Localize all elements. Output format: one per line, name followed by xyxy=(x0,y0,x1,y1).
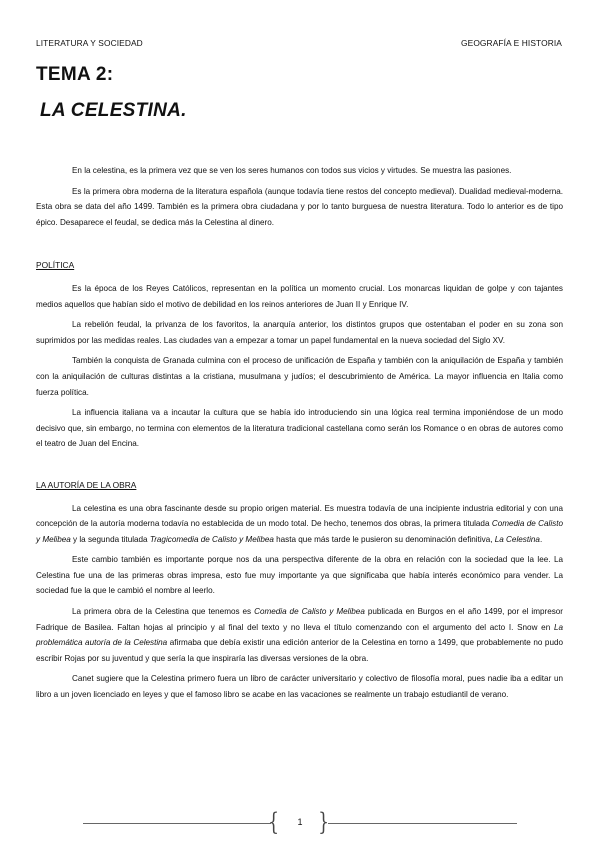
autoria-paragraph-4: Canet sugiere que la Celestina primero fuera un libro de carácter universitario y colectivo de filosofía moral, pues nadie iba a editar un libro a un joven licenciado en leyes y que el famoso libro se acabe en las vacaciones se realmente un trabajo estudiantil de verano. xyxy=(36,674,563,700)
topic-number: TEMA 2: xyxy=(36,64,114,85)
topic-title: LA CELESTINA. xyxy=(40,100,187,121)
work-title: La problemática autoría de la Celestina xyxy=(36,622,563,648)
work-title: Comedia de Calisto y Melibea xyxy=(36,519,563,544)
work-title: La Celestina xyxy=(494,534,540,544)
autoria-paragraph-1 xyxy=(36,501,563,548)
work-title: Comedia de Calisto y Melibea xyxy=(254,607,365,617)
text-run: publicada en Burgos en el año 1499, por el impresor Fadrique de Basilea. Faltan hojas al principio y al final del texto y no lleva el título comenzando con el argumento del acto I. Snow en xyxy=(36,607,564,632)
politica-paragraph-4: La influencia italiana va a incautar la cultura que se había ido introduciendo sin una lógica real termina imponiéndose de un modo decisivo que, sin embargo, no termina con elementos de la literatura tradicional castellana como serán los Romance o en obras de autores como el teatro de Juan del Encina. xyxy=(36,408,563,449)
intro-paragraph-1: En la celestina, es la primera vez que se ven los seres humanos con todos sus vicios y virtudes. Se muestra las pasiones. xyxy=(72,166,512,175)
work-title: Tragicomedia de Calisto y Melibea xyxy=(149,534,274,544)
text-run: . xyxy=(539,534,543,544)
text-run: afirmaba que debía existir una edición anterior de la Celestina en torno a 1499, que probablemente no pudo escribir Rojas por su juventud y que sería la que inspiraría las diversas versiones de la obra. xyxy=(36,638,564,663)
page-number: 1 xyxy=(297,817,303,827)
text-run: La primera obra de la Celestina que tenemos es xyxy=(72,607,255,617)
autoria-paragraph-2: Este cambio también es importante porque nos da una perspectiva diferente de la obra en relación con la sociedad que la lee. La Celestina fue una de las primeras obras impresa, esto fue muy importante ya que significaba que había interés económico para vender. La sociedad fue la que le cambió el nombre al leerlo. xyxy=(36,555,563,596)
footer-rule-right xyxy=(328,823,517,824)
text-run: hasta que más tarde le pusieron su denominación definitiva, xyxy=(273,534,495,544)
section-heading-politica: POLÍTICA xyxy=(36,260,75,271)
header-course: GEOGRAFÍA E HISTORIA xyxy=(461,38,562,48)
politica-paragraph-2: La rebelión feudal, la privanza de los favoritos, la anarquía anterior, los distintos grupos que ostentaban el poder en su zona son suprimidos por las medidas reales. Las ciudades van a empezar a tomar un papel fundamental en la nueva sociedad del Siglo XV. xyxy=(36,320,563,345)
intro-paragraph-2: Es la primera obra moderna de la literatura española (aunque todavía tiene restos del concepto medieval). Dualidad medieval-moderna. Esta obra se data del año 1499. También es la primera obra ciudadana y por lo tanto burguesa de nuestra literatura. Todo lo anterior es de tipo épico. Desaparece el feudal, se dedica más la Celestina al dinero. xyxy=(36,186,563,227)
section-heading-autoria: LA AUTORÍA DE LA OBRA xyxy=(36,479,137,490)
politica-paragraph-1: Es la época de los Reyes Católicos, representan en la política un momento crucial. Los monarcas liquidan de golpe y con tajantes medios aquellos que habían sido el motivo de debilidad en los reinos anteriores de Juan II y Enrique IV. xyxy=(36,283,563,309)
text-run: y la segunda titulada xyxy=(70,534,150,544)
autoria-paragraph-3 xyxy=(36,604,563,666)
right-brace-icon: } xyxy=(318,808,329,836)
text-run: La celestina es una obra fascinante desde su propio origen material. Es muestra todavía de una incipiente industria editorial y con una concepción de la autoría moderna todavía no establecida de un modo total. De hecho, tenemos dos obras, la primera titulada xyxy=(36,503,563,529)
politica-paragraph-3: También la conquista de Granada culmina con el proceso de unificación de España y también con la aniquilación de España y también con la aniquilación de culturas distintas a la cristiana, musulmana y judíos; el descubrimiento de América. La mayor influencia en Italia como fuerza política. xyxy=(36,356,563,397)
footer-rule-left xyxy=(83,823,271,824)
header-subject: LITERATURA Y SOCIEDAD xyxy=(36,38,143,48)
left-brace-icon: { xyxy=(268,808,279,836)
document-body xyxy=(36,163,563,708)
